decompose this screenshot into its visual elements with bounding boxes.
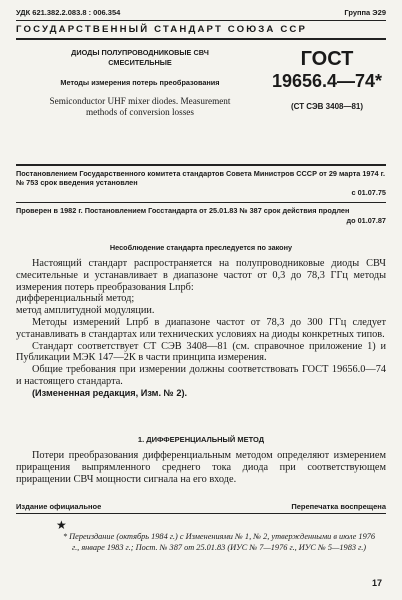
decree-block [16,169,386,197]
decree-text: Постановлением Государственного комитета стандартов Совета Министров СССР от 29 марта 1974 г. № 753 срок введения установлен [16,169,385,187]
body-list-item: дифференциальный метод; [16,293,135,305]
section-heading: 1. ДИФФЕРЕНЦИАЛЬНЫЙ МЕТОД [137,435,265,444]
divider [16,513,386,514]
divider [16,202,386,203]
title-en-line1: Semiconductor UHF mixer diodes. Measurement [49,96,231,106]
edit-note: (Измененная редакция, Изм. № 2). [32,387,188,398]
body-paragraph: Общие требования при измерении должны соответствовать ГОСТ 19656.0—74 и настоящего стандарта. [16,364,386,387]
checked-date: до 01.07.87 [346,216,386,225]
body-paragraph: Стандарт соответствует СТ СЭВ 3408—81 (см. справочное приложение 1) и Публикации МЭК 147—2К в части принципа измерения. [16,340,386,364]
section-paragraph: Потери преобразования дифференциальным методом определяют измерением приращения выпрямленного среднего тока диода при соответствующем приращении СВЧ мощности сигнала на его входе. [16,450,386,485]
body-paragraph: Настоящий стандарт распространяется на полупроводниковые диоды СВЧ смесительные и устанавливает в диапазоне частот от 0,3 до 78,3 ГГц методы измерения потерь преобразования Lпрб: [16,258,386,293]
gost-number: 19656.4—74* [271,71,383,91]
title-block [16,48,264,118]
footer-row [16,502,386,511]
divider [16,164,386,166]
body-paragraph: Методы измерений Lпрб в диапазоне частот от 78,3 до 300 ГГц следует устанавливать в стандартах или технических условиях на диоды конкретных типов. [16,316,386,340]
star-icon: ★ [56,518,67,532]
section-body [16,450,386,485]
title-ru-line1: ДИОДЫ ПОЛУПРОВОДНИКОВЫЕ СВЧ [71,48,209,57]
title-ru-subtitle: Методы измерения потерь преобразования [60,78,220,87]
decree-date: с 01.07.75 [351,188,386,197]
body-list-item: метод амплитудной модуляции. [16,305,155,317]
official-edition: Издание официальное [16,502,102,511]
footnote: * Переиздание (октябрь 1984 г.) с Изменениями № 1, № 2, утвержденными в июле 1976 г., январе 1983 г.; Пост. № 387 от 25.01.83 (ИУС № 7—1976 г., ИУС № 5—1983 г.) [62,532,376,552]
reprint-notice: Перепечатка воспрещена [291,502,386,511]
checked-text: Проверен в 1982 г. Постановлением Госстандарта от 25.01.83 № 387 срок действия продлен [16,206,350,215]
group-code: Группа Э29 [344,8,386,17]
title-en-line2: methods of conversion losses [86,107,194,117]
checked-block [16,206,386,225]
divider [16,20,386,21]
sev-reference: (СТ СЭВ 3408—81) [290,102,364,111]
title-ru-line2: СМЕСИТЕЛЬНЫЕ [108,58,172,67]
top-header [16,8,386,17]
divider [16,38,386,40]
law-notice: Несоблюдение стандарта преследуется по закону [109,243,293,252]
udk-code: УДК 621.382.2.083.8 : 006.354 [16,8,121,17]
gost-block [268,48,386,111]
page-number: 17 [371,578,382,588]
body-text [16,258,386,400]
gost-label: ГОСТ [300,48,354,70]
standard-banner: ГОСУДАРСТВЕННЫЙ СТАНДАРТ СОЮЗА ССР [16,24,308,35]
